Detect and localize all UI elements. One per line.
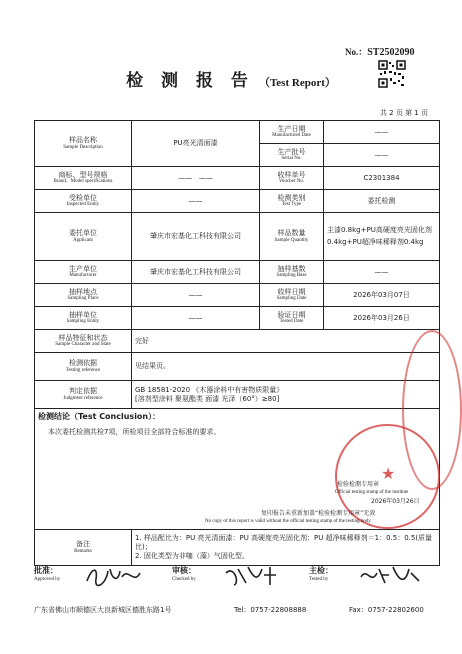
- report-title-zh: 检 测 报 告: [126, 71, 254, 91]
- remarks-label: 备注 Remarks: [35, 530, 132, 566]
- test-type-value: 委托检测: [324, 190, 440, 213]
- sample-description-value: PU亮光清面漆: [132, 121, 260, 167]
- voucher-no-value: C2301384: [324, 167, 440, 190]
- sample-state-label: 样品特征和状态 Sample Character and State: [35, 330, 132, 353]
- applicant-value: 肇庆市宏基化工科技有限公司: [132, 213, 260, 261]
- page-info: 共 2 页 第 1 页: [379, 109, 428, 117]
- tested-date-label: 验证日期 Tested Date: [260, 307, 324, 330]
- applicant-label: 委托单位 Applicant: [35, 213, 132, 261]
- table-row: [35, 284, 440, 307]
- table-row: [35, 121, 440, 144]
- table-row: [35, 261, 440, 284]
- table-row: [35, 530, 440, 566]
- test-type-label: 检测类别 Test Type: [260, 190, 324, 213]
- report-table: [34, 120, 440, 566]
- brand-model-value: —— ——: [132, 167, 260, 190]
- signature-icon: [84, 563, 144, 589]
- conclusion-section: [35, 409, 440, 530]
- table-row: [35, 307, 440, 330]
- table-row: [35, 190, 440, 213]
- sample-quantity-value: 主漆0.8kg+PU高硬度亮光固化剂0.4kg+PU超净味稀释剂0.4kg: [324, 213, 440, 261]
- manufacturer-label: 生产单位 Manufacturer: [35, 261, 132, 284]
- conclusion-text: 本次委托检测共检7项，所检项目全部符合标准的要求。: [48, 428, 221, 436]
- sampling-date-label: 收样日期 Sampling Date: [260, 284, 324, 307]
- report-number: [345, 45, 414, 58]
- copy-validity-note: 复印报告未重新加盖“检验检测专用章”无效: [261, 510, 376, 517]
- conclusion-title: 检测结论（Test Conclusion）：: [38, 412, 161, 421]
- tested-by-label: 主检：: [309, 566, 333, 575]
- manufactured-date-label: 生产日期 Manufactured Date: [260, 121, 324, 144]
- checked-by: [172, 565, 196, 582]
- report-number-label: No.：: [345, 47, 368, 57]
- checked-by-label: 审核：: [172, 566, 196, 575]
- table-row: [35, 409, 440, 530]
- approved-by-label-en: Approved by: [34, 577, 61, 582]
- stamp-date: 2026年03月26日: [371, 498, 420, 505]
- sampling-entity-label: 抽样单位 Sampling Entity: [35, 307, 132, 330]
- sample-quantity-label: 样品数量 Sample Quantity: [260, 213, 324, 261]
- sampling-place-label: 抽样地点 Sampling Place: [35, 284, 132, 307]
- signature-icon: [359, 563, 421, 589]
- sampling-date-value: 2026年03月07日: [324, 284, 440, 307]
- official-seal-icon: ★: [335, 424, 440, 529]
- stamp-label: 检验检测专用章: [337, 481, 380, 488]
- brand-model-label: 商标、型号规格 Brand、Model specifications: [35, 167, 132, 190]
- judgment-reference-value: GB 18581-2020 《木器涂料中有害物质限量》 [溶剂型涂料 聚氨酯类 面漆 光泽（60°）≥80]: [132, 381, 440, 409]
- voucher-no-label: 收样单号 Voucher No.: [260, 167, 324, 190]
- judgment-reference-label: 判定依据 Judgment reference: [35, 381, 132, 409]
- inspected-entity-value: ——: [132, 190, 260, 213]
- testing-reference-label: 检测依据 Testing reference: [35, 353, 132, 381]
- footer-fax: Fax：0757-22802600: [349, 606, 424, 614]
- manufacturer-value: 肇庆市宏基化工科技有限公司: [132, 261, 260, 284]
- edge-seal-icon: [402, 330, 462, 490]
- sampling-base-label: 抽样基数 Sampling Base: [260, 261, 324, 284]
- report-title-en: （Test Report）: [258, 77, 336, 89]
- checked-by-label-en: Checked by: [172, 577, 196, 582]
- copy-validity-note-en: No copy of this report is valid without the official testing stamp of the testing body: [205, 519, 371, 524]
- footer-tel: Tel：0757-22808888: [234, 606, 307, 614]
- table-row: [35, 213, 440, 261]
- table-row: [35, 353, 440, 381]
- table-row: [35, 381, 440, 409]
- sampling-place-value: ——: [132, 284, 260, 307]
- tested-date-value: 2026年03月26日: [324, 307, 440, 330]
- serial-no-label: 生产批号 Serial No.: [260, 144, 324, 167]
- signature-icon: [224, 563, 280, 589]
- sampling-entity-value: ——: [132, 307, 260, 330]
- manufactured-date-value: ——: [324, 121, 440, 144]
- report-title: [0, 66, 462, 91]
- tested-by-label-en: Tested by: [309, 577, 329, 582]
- serial-no-value: ——: [324, 144, 440, 167]
- stamp-label-en: Official testing stamp of the institute: [335, 490, 409, 495]
- sampling-base-value: ——: [324, 261, 440, 284]
- footer-address: 广东省佛山市顺德区大良新城区德胜东路1号: [34, 606, 172, 614]
- sample-state-value: 完好: [132, 330, 440, 353]
- report-number-value: ST2502090: [367, 47, 415, 58]
- tested-by: [309, 565, 333, 582]
- inspected-entity-label: 受检单位 Inspected Entity: [35, 190, 132, 213]
- table-row: [35, 167, 440, 190]
- testing-reference-value: 见结果页。: [132, 353, 440, 381]
- approved-by-label: 批准：: [34, 566, 58, 575]
- sample-description-label: 样品名称 Sample Description: [35, 121, 132, 167]
- approved-by: [34, 565, 60, 582]
- remarks-value: 1. 样品配比为：PU 亮光清面漆：PU 高硬度亮光固化剂：PU 超净味稀释剂＝1：0.5：0.5(质量比)； 2. 固化类型为非噻（藻）气固化型。: [132, 530, 440, 566]
- table-row: [35, 330, 440, 353]
- signature-area: [34, 565, 439, 595]
